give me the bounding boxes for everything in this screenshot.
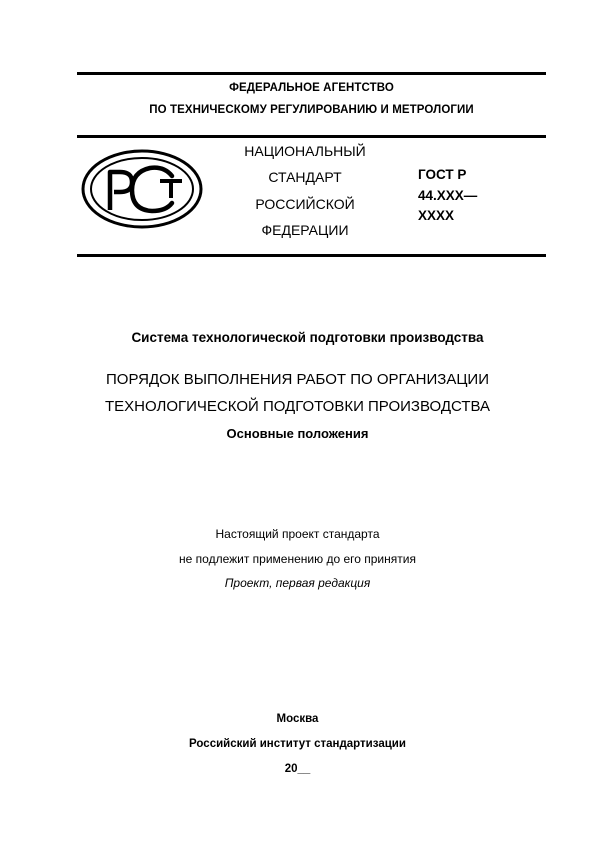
gost-designation-line-2: 44.XXX— <box>418 188 478 203</box>
standard-type-line-3: РОССИЙСКОЙ <box>255 196 355 212</box>
publication-city: Москва <box>276 713 319 725</box>
gost-designation-line-1: ГОСТ Р <box>418 167 467 182</box>
publisher-institute: Российский институт стандартизации <box>189 738 406 750</box>
draft-edition-note: Проект, первая редакция <box>224 576 371 590</box>
header-middle-rule <box>77 135 546 138</box>
agency-name-line-2: ПО ТЕХНИЧЕСКОМУ РЕГУЛИРОВАНИЮ И МЕТРОЛОГИИ <box>149 104 474 116</box>
publication-year: 20__ <box>284 763 311 775</box>
standard-type-line-4: ФЕДЕРАЦИИ <box>261 222 349 238</box>
standard-type-line-1: НАЦИОНАЛЬНЫЙ <box>244 143 366 159</box>
document-subtitle: Основные положения <box>226 426 369 441</box>
agency-name-line-1: ФЕДЕРАЛЬНОЕ АГЕНТСТВО <box>229 82 394 94</box>
draft-note-line-1: Настоящий проект стандарта <box>215 527 380 541</box>
draft-note-line-2: не подлежит применению до его принятия <box>179 552 416 566</box>
header-bottom-rule <box>77 254 546 257</box>
standard-series-title: Система технологической подготовки производства <box>131 330 484 345</box>
rst-certification-mark-icon <box>80 148 204 230</box>
gost-designation-line-3: XXXX <box>418 208 455 223</box>
header-top-rule <box>77 72 546 75</box>
document-title-line-2: ТЕХНОЛОГИЧЕСКОЙ ПОДГОТОВКИ ПРОИЗВОДСТВА <box>105 398 490 415</box>
document-title-line-1: ПОРЯДОК ВЫПОЛНЕНИЯ РАБОТ ПО ОРГАНИЗАЦИИ <box>106 371 489 388</box>
standard-type-line-2: СТАНДАРТ <box>268 169 342 185</box>
